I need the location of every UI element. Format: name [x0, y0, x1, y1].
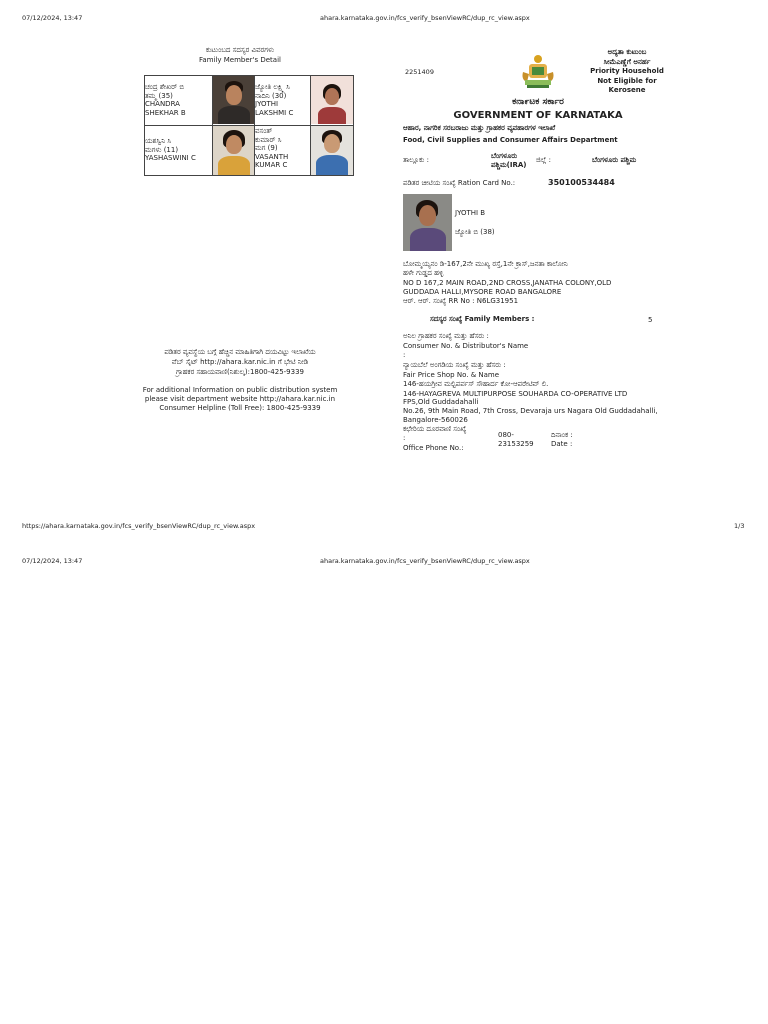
member-relation: ತಮ್ಮ (35): [145, 91, 173, 100]
member-name-kn: ಚಂದ್ರ ಶೇಖರ್ ಬಿ: [145, 83, 185, 91]
family-title-kn: ಕುಟುಂಬದ ಸದಸ್ಯರ ವಿವರಗಳು: [205, 46, 275, 54]
phone-line: 080-: [498, 431, 514, 439]
info-en-line: For additional Information on public distribution system: [142, 386, 338, 394]
member-relation: ಮಗಳು (11): [145, 145, 179, 154]
department-kn: ಆಹಾರ, ನಾಗರಿಕ ಸರಬರಾಜು ಮತ್ತು ಗ್ರಾಹಕರ ವ್ಯವಹಾರಗಳ ಇಲಾಖೆ: [403, 124, 556, 132]
taluk-value: [491, 152, 526, 170]
taluk-label: ತಾಲ್ಲೂಕು :: [403, 156, 429, 164]
head-name-kn: ಜ್ಯೋತಿ ಬಿ (38): [455, 228, 495, 236]
fps-label-en: Fair Price Shop No. & Name: [403, 371, 500, 379]
office-phone-value: [498, 431, 534, 449]
card-category: [582, 48, 672, 96]
category-en: Not Eligible for: [597, 76, 657, 85]
member-card: [255, 83, 310, 117]
district-value: ಬೆಂಗಳೂರು ಪಶ್ಚಿಮ: [592, 156, 637, 164]
taluk-value-line: ಪಶ್ಚಿಮ(IRA): [491, 161, 527, 169]
member-card: [145, 137, 211, 163]
card-serial-number: 2251409: [405, 68, 434, 76]
department-en: Food, Civil Supplies and Consumer Affairs Department: [403, 136, 618, 144]
date-label-en: Date :: [551, 440, 573, 448]
consumer-value: :: [403, 351, 406, 359]
member-relation: ಮಗ (9): [255, 144, 278, 152]
family-members-count: 5: [648, 316, 653, 324]
category-kn: ಅದ್ಯತಾ ಕುಟುಂಬ: [607, 48, 647, 56]
info-kn-helpline: ಗ್ರಾಹಕರ ಸಹಾಯವಾಣಿ(ನಿಶುಲ್ಕ):1800-425-9339: [176, 368, 304, 376]
print-footer-url[interactable]: https://ahara.karnataka.gov.in/fcs_verify_bsenViewRC/dup_rc_view.aspx: [22, 522, 256, 530]
fps-address: No.26, 9th Main Road, 7th Cross, Devaraja urs Nagara Old Guddadahalli,: [403, 407, 658, 415]
date-label-kn: ದಿನಾಂಕ :: [551, 431, 573, 439]
phone-line: 23153259: [498, 440, 534, 448]
print-url[interactable]: ahara.karnataka.gov.in/fcs_verify_bsenViewRC/dup_rc_view.aspx: [320, 14, 530, 22]
member-relation: ನಾದಿನಿ (30): [255, 91, 287, 100]
head-name-en: JYOTHI B: [455, 209, 486, 217]
family-members-label: ಸದಸ್ಯರ ಸಂಖ್ಯೆ Family Members :: [430, 315, 535, 323]
consumer-label-en: Consumer No. & Distributor's Name: [403, 342, 529, 350]
member-name-en: KUMAR C: [255, 161, 288, 169]
category-en: Priority Household: [590, 67, 664, 75]
member-photo: [311, 126, 353, 175]
address-en: GUDDADA HALLI,MYSORE ROAD BANGALORE: [403, 288, 562, 296]
member-name-en: JYOTHI: [255, 100, 279, 108]
member-card: [145, 83, 211, 117]
info-kn-line: ಪಡಿತರ ವ್ಯವಸ್ಥೆಯ ಬಗ್ಗೆ ಹೆಚ್ಚಿನ ಮಾಹಿತಿಗಾಗಿ ದಯವಿಟ್ಟು ಇಲಾಖೆಯ: [164, 348, 316, 356]
member-name-en: LAKSHMI C: [255, 108, 294, 117]
head-photo: [403, 194, 452, 251]
member-card: [255, 127, 310, 170]
taluk-value-line: ಬೆಂಗಳೂರು: [491, 152, 518, 160]
fps-name-en: FPS,Old Guddadahalli: [403, 398, 479, 406]
fps-name-en: 146-HAYAGREVA MULTIPURPOSE SOUHARDA CO-OPERATIVE LTD: [403, 390, 628, 398]
member-name-en: VASANTH: [255, 152, 289, 161]
office-phone-colon: :: [403, 434, 406, 442]
district-label: ಜಿಲ್ಲೆ :: [536, 156, 551, 164]
ration-card-label: ಪಡಿತರ ಚೀಟಿಯ ಸಂಖ್ಯೆ Ration Card No.:: [403, 179, 516, 187]
print-url[interactable]: ahara.karnataka.gov.in/fcs_verify_bsenViewRC/dup_rc_view.aspx: [320, 557, 530, 565]
member-name-en: YASHASWINI C: [145, 154, 196, 162]
family-title-en: Family Member's Detail: [199, 56, 281, 64]
office-phone-label-en: Office Phone No.:: [403, 444, 464, 452]
print-timestamp: 07/12/2024, 13:47: [22, 557, 83, 565]
info-en-website[interactable]: please visit department website http://ahara.kar.nic.in: [144, 395, 336, 403]
member-name-kn: ಯಶಸ್ವಿನಿ ಸಿ: [145, 137, 172, 145]
category-kn: ಸೀಮೆಎಣ್ಣೆಗೆ ಅನರ್ಹ: [603, 57, 651, 66]
member-photo: [311, 76, 353, 124]
address-kn: ಬೋಮ್ಮಯ್ಯನಂ ಡಿ-167,2ನೇ ಮುಖ್ಯ ರಸ್ತೆ,1ನೇ ಕ್ರಾಸ್,ಜನತಾ ಕಾಲೋನಿ: [403, 260, 568, 268]
fps-address: Bangalore-560026: [403, 416, 468, 424]
address-kn: ಹಳೇ ಗುಡ್ಡದ ಹಳ್ಳಿ: [403, 269, 444, 277]
office-phone-label-kn: ಕಛೇರಿಯ ದೂರವಾಣಿ ಸಂಖ್ಯೆ: [403, 425, 467, 433]
member-photo: [213, 126, 254, 175]
member-name-en: CHANDRA: [145, 100, 180, 108]
karnataka-emblem-icon: [519, 52, 557, 90]
government-title-kn: ಕನಾ೯ಟಕ ಸರ್ಕಾರ: [512, 97, 564, 107]
consumer-label-kn: ಅನಿಲ ಗ್ರಾಹಕರ ಸಂಖ್ಯೆ ಮತ್ತು ಹೆಸರು :: [403, 332, 489, 340]
fps-label-kn: ನ್ಯಾಯಬೆಲೆ ಅಂಗಡಿಯ ಸಂಖ್ಯೆ ಮತ್ತು ಹೆಸರು :: [403, 361, 506, 369]
print-timestamp: 07/12/2024, 13:47: [22, 14, 83, 22]
info-en-helpline: Consumer Helpline (Toll Free): 1800-425-9339: [159, 404, 321, 412]
member-photo: [213, 76, 254, 124]
address-en: NO D 167,2 MAIN ROAD,2ND CROSS,JANATHA COLONY,OLD: [403, 279, 612, 287]
rr-number: ಆರ್. ಆರ್. ಸಂಖ್ಯೆ RR No : N6LG31951: [403, 297, 519, 305]
member-name-kn: ವಸಂತ್: [255, 127, 273, 135]
info-kn-line[interactable]: ವೆಬ್ ಸೈಟ್ http://ahara.kar.nic.in ಗೆ ಭೇಟಿ ನೀಡಿ: [171, 358, 309, 366]
fps-name-kn: 146-ಹಯಗ್ರೀವ ಮಲ್ಟಿಪರ್ಪಸ್ ಸೌಹಾರ್ದ ಕೋ-ಆಪರೇಟಿವ್ ಲಿ.: [403, 380, 549, 388]
member-name-en: SHEKHAR B: [145, 108, 186, 117]
member-name-kn: ಕುಮಾರ್ ಸಿ: [255, 135, 282, 144]
ration-card-number: 350100534484: [548, 178, 615, 187]
member-name-kn: ಜ್ಯೋತಿ ಲಕ್ಷ್ಮಿ ಸಿ: [255, 83, 290, 91]
category-en: Kerosene: [608, 86, 646, 94]
government-title-en: GOVERNMENT OF KARNATAKA: [453, 110, 623, 121]
print-page-number: 1/3: [734, 522, 745, 530]
